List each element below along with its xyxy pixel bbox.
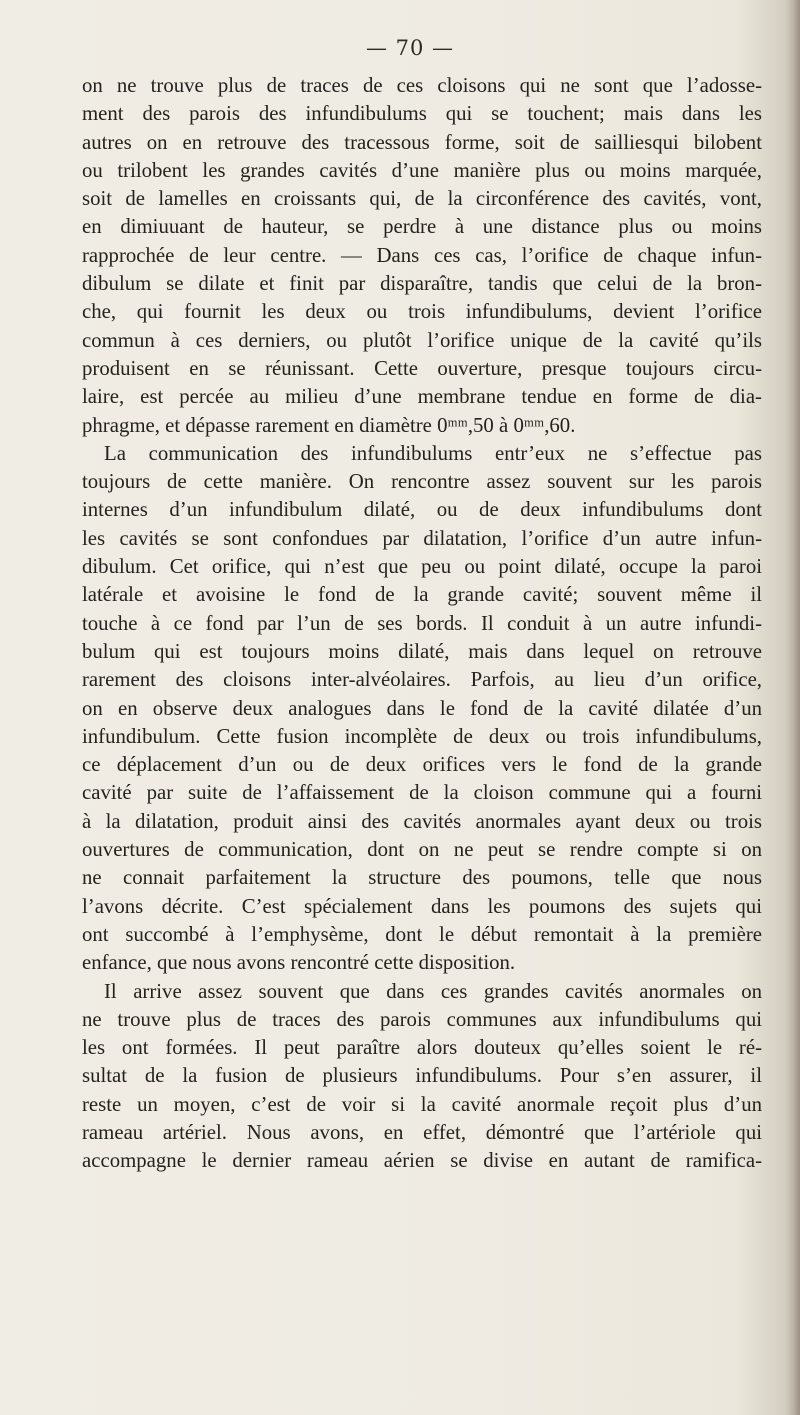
text-line: on ne trouve plus de traces de ces cloisons qui ne sont que l’adosse- xyxy=(82,74,762,97)
text-line: produisent en se réunissant. Cette ouverture, presque toujours circu- xyxy=(82,356,762,380)
text-line: ne connait parfaitement la structure des poumons, telle que nous xyxy=(82,866,762,890)
text-line: on en observe deux analogues dans le fond de la cavité dilatée d’un xyxy=(82,696,762,720)
text-line: Il arrive assez souvent que dans ces grandes cavités anormales on xyxy=(104,979,762,1003)
text-line: les ont formées. Il peut paraître alors douteux qu’elles soient le ré- xyxy=(82,1036,762,1060)
text-line: ont succombé à l’emphysème, dont le début remontait à la première xyxy=(82,922,762,946)
text-line: en dimiuuant de hauteur, se perdre à une distance plus ou moins xyxy=(82,215,762,239)
text-line: cavité par suite de l’affaissement de la cloison commune qui a fourni xyxy=(82,781,762,805)
page-edge-shadow xyxy=(786,0,800,1415)
text-line: accompagne le dernier rameau aérien se divise en autant de ramifica- xyxy=(82,1149,762,1173)
text-line: les cavités se sont confondues par dilatation, l’orifice d’un autre infun- xyxy=(82,526,762,550)
text-line: dibulum. Cet orifice, qui n’est que peu ou point dilaté, occupe la paroi xyxy=(82,555,762,579)
text-line: rapprochée de leur centre. — Dans ces cas, l’orifice de chaque infun- xyxy=(82,243,762,267)
page-number: — 70 — xyxy=(365,36,455,60)
text-line: latérale et avoisine le fond de la grande cavité; souvent même il xyxy=(82,583,762,607)
body-text xyxy=(82,72,762,1176)
text-line: reste un moyen, c’est de voir si la cavité anormale reçoit plus d’un xyxy=(82,1092,762,1116)
text-line: autres on en retrouve des tracessous forme, soit de sailliesqui bilobent xyxy=(82,130,762,154)
text-line: dibulum se dilate et finit par disparaître, tandis que celui de la bron- xyxy=(82,272,762,296)
text-line: à la dilatation, produit ainsi des cavités anormales ayant deux ou trois xyxy=(82,809,762,833)
text-line: soit de lamelles en croissants qui, de la circonférence des cavités, vont, xyxy=(82,187,762,211)
text-line: ouvertures de communication, dont on ne peut se rendre compte si on xyxy=(82,838,762,862)
text-line: rarement des cloisons inter-alvéolaires. Parfois, au lieu d’un orifice, xyxy=(82,668,762,692)
text-line: ment des parois des infundibulums qui se touchent; mais dans les xyxy=(82,102,762,126)
text-line: enfance, que nous avons rencontré cette disposition. xyxy=(82,951,516,975)
text-line: sultat de la fusion de plusieurs infundibulums. Pour s’en assurer, il xyxy=(82,1064,762,1088)
text-line: La communication des infundibulums entr’eux ne s’effectue pas xyxy=(104,441,762,465)
text-line: l’avons décrite. C’est spécialement dans les poumons des sujets qui xyxy=(82,894,762,918)
text-line: ou trilobent les grandes cavités d’une manière plus ou moins marquée, xyxy=(82,158,762,182)
text-line: rameau artériel. Nous avons, en effet, démontré que l’artériole qui xyxy=(82,1120,762,1144)
text-line: touche à ce fond par l’un de ses bords. Il conduit à un autre infundi- xyxy=(82,611,762,635)
text-line: toujours de cette manière. On rencontre assez souvent sur les parois xyxy=(82,470,762,494)
text-line: che, qui fournit les deux ou trois infundibulums, devient l’orifice xyxy=(82,300,762,324)
text-line: ce déplacement d’un ou de deux orifices vers le fond de la grande xyxy=(82,753,762,777)
text-line: ne trouve plus de traces des parois communes aux infundibulums qui xyxy=(82,1007,762,1031)
text-line: phragme, et dépasse rarement en diamètre 0ᵐᵐ,50 à 0ᵐᵐ,60. xyxy=(82,413,576,437)
text-line: laire, est percée au milieu d’une membrane tendue en forme de dia- xyxy=(82,385,762,409)
text-line: internes d’un infundibulum dilaté, ou de deux infundibulums dont xyxy=(82,498,762,522)
text-line: commun à ces derniers, ou plutôt l’orifice unique de la cavité qu’ils xyxy=(82,328,762,352)
text-line: infundibulum. Cette fusion incomplète de deux ou trois infundibulums, xyxy=(82,724,762,748)
text-line: bulum qui est toujours moins dilaté, mais dans lequel on retrouve xyxy=(82,639,762,663)
